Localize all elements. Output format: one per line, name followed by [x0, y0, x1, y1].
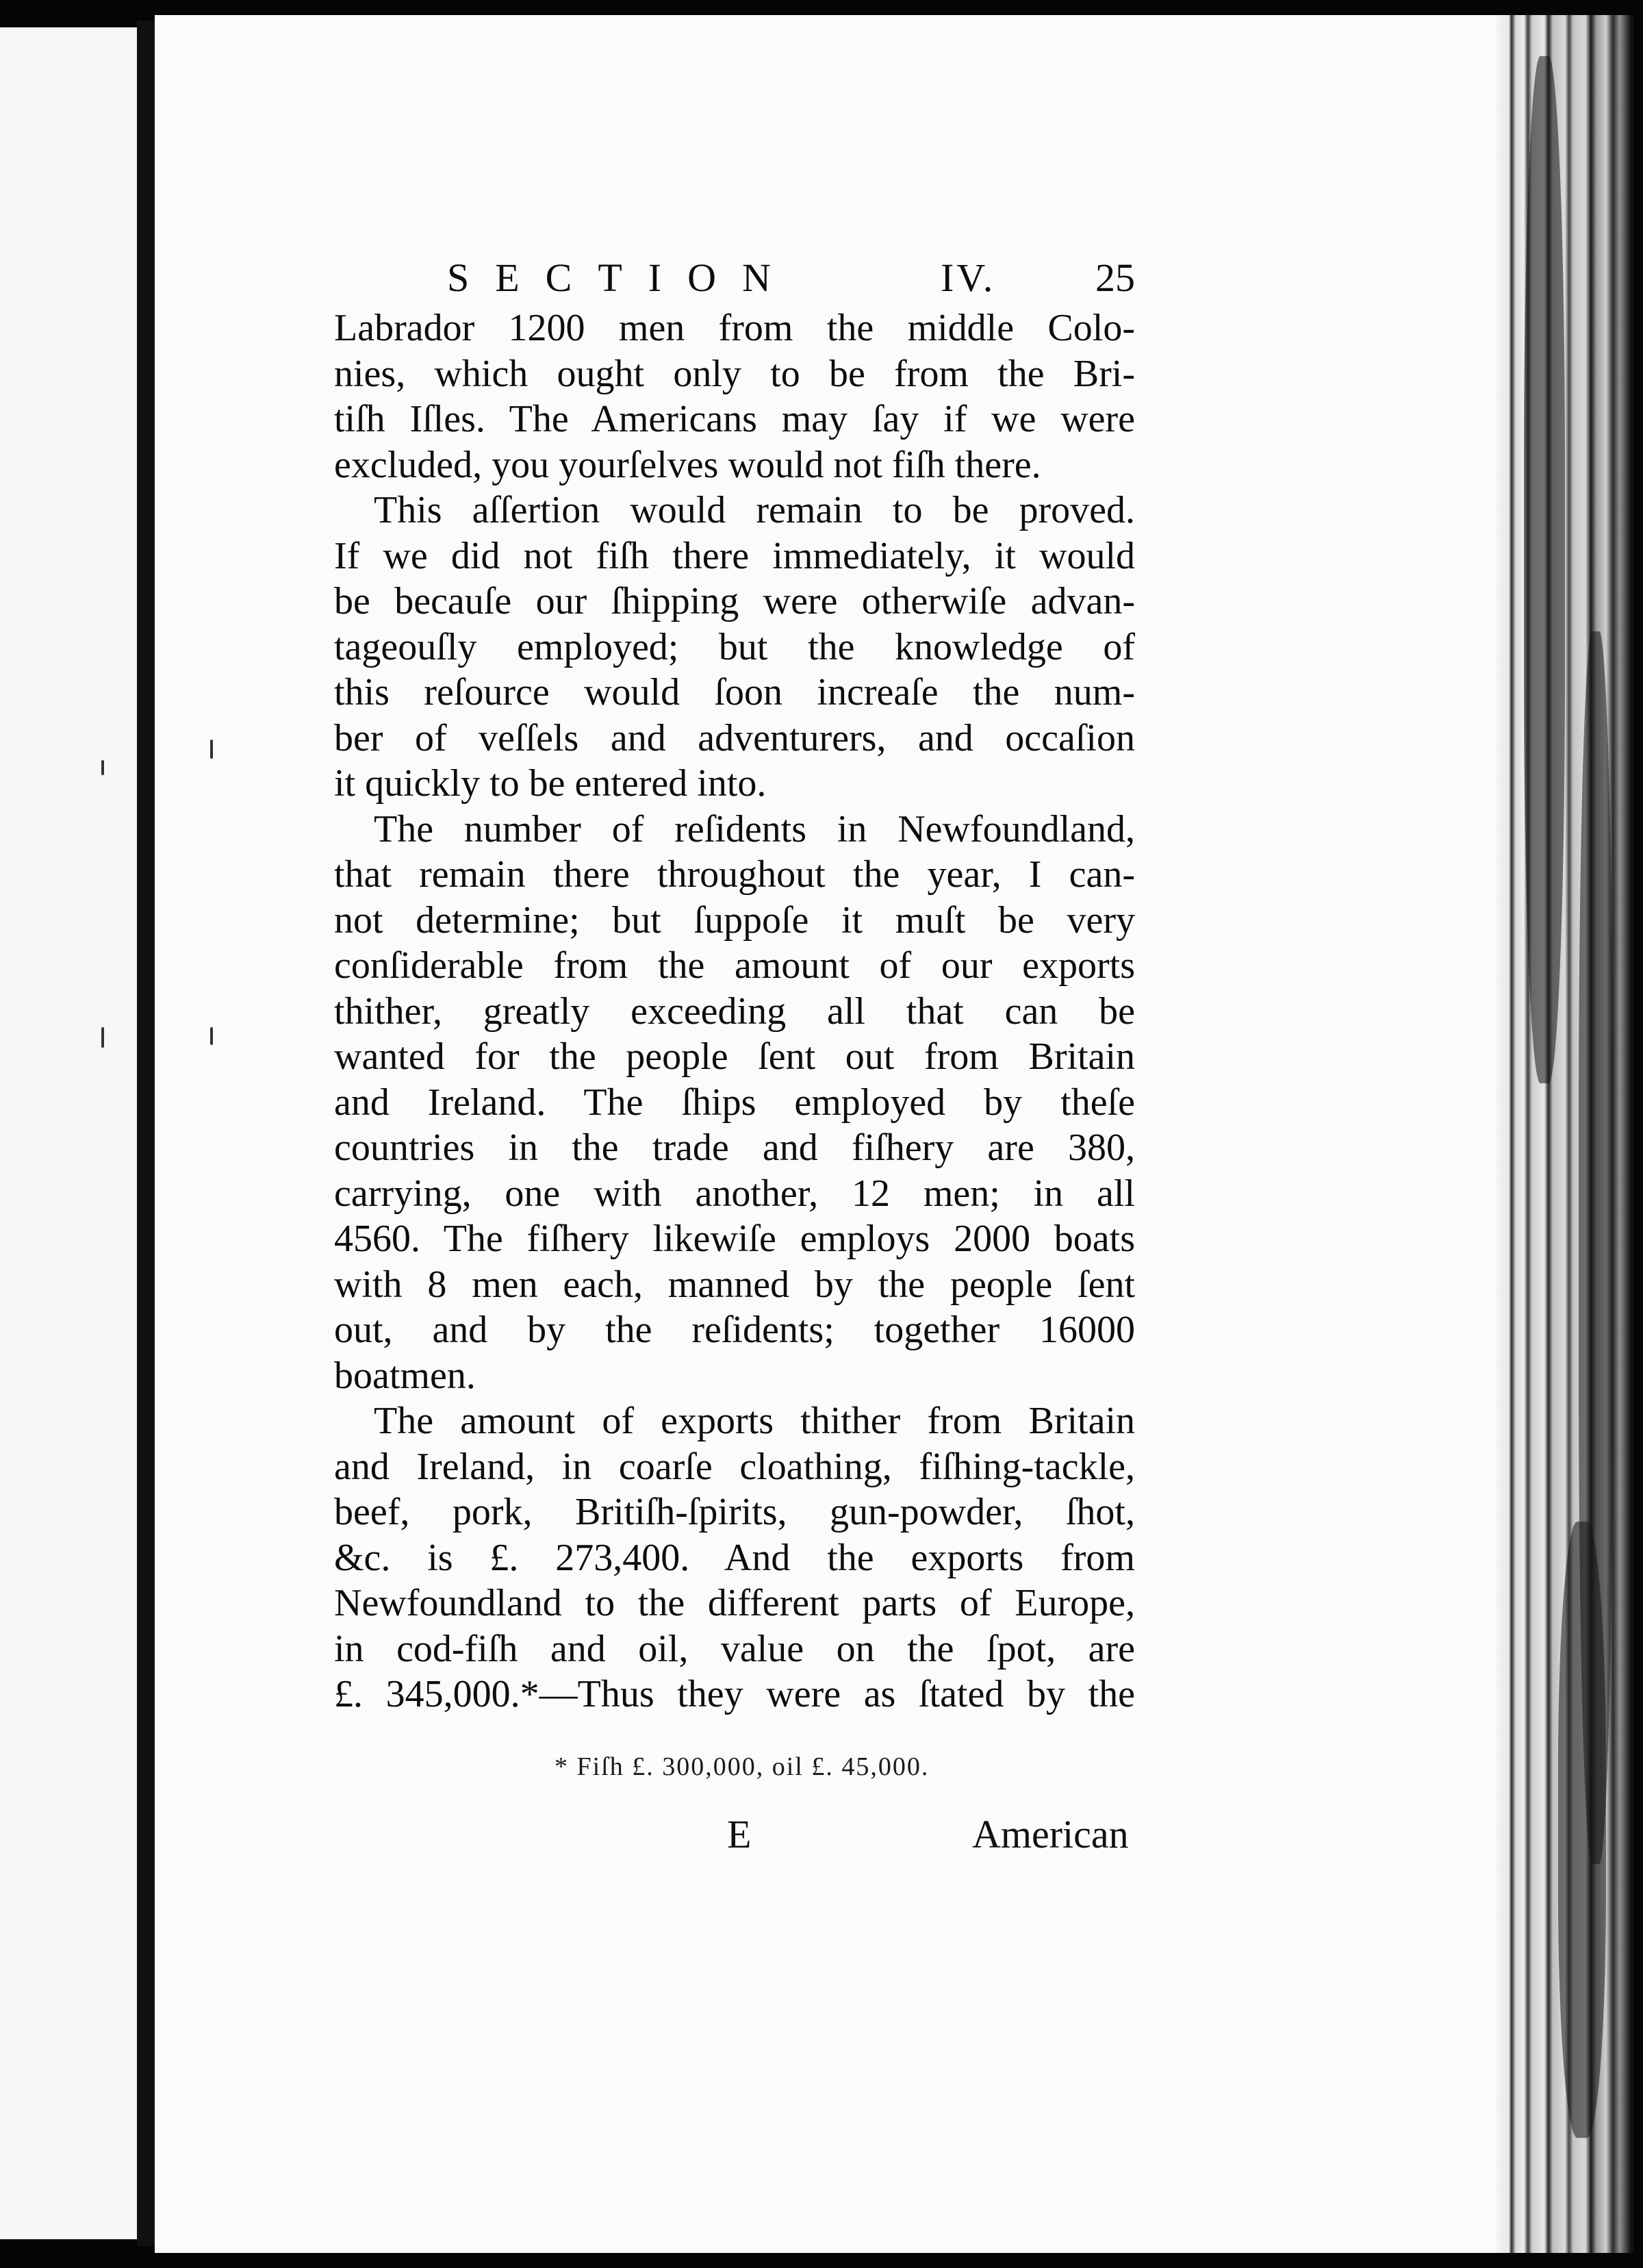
text-line: excluded, you yourſelves would not fiſh there.	[334, 443, 1041, 486]
footnote: * Fiſh £. 300,000, oil £. 45,000.	[555, 1752, 930, 1781]
running-head-title: SECTION	[447, 255, 797, 300]
text-line: this reſource would ſoon increaſe the num-	[334, 671, 1135, 714]
catchword: American	[972, 1812, 1129, 1856]
text-line: and Ireland, in coarſe cloathing, fiſhing-tackle,	[334, 1445, 1135, 1488]
text-line: &c. is £. 273,400. And the exports from	[334, 1536, 1135, 1579]
text-line: boatmen.	[334, 1354, 476, 1397]
text-line: carrying, one with another, 12 men; in all	[334, 1172, 1135, 1215]
text-line: thither, greatly exceeding all that can be	[334, 990, 1135, 1033]
text-line: Labrador 1200 men from the middle Colo-	[334, 307, 1135, 349]
text-line: wanted for the people ſent out from Britain	[334, 1035, 1135, 1078]
text-line: that remain there throughout the year, I can-	[334, 853, 1135, 896]
text-line: be becauſe our ſhipping were otherwiſe advan-	[334, 580, 1135, 622]
facing-page-edge	[0, 27, 137, 2239]
running-head-section-number: IV.	[941, 255, 996, 300]
text-line: not determine; but ſuppoſe it muſt be very	[334, 898, 1135, 942]
text-line: it quickly to be entered into.	[334, 762, 767, 805]
edge-shadow	[1558, 1522, 1606, 2138]
page-fore-edge	[1496, 15, 1633, 2253]
text-line: £. 345,000.*—Thus they were as ſtated by the	[334, 1673, 1135, 1715]
text-line: If we did not fiſh there immediately, it would	[334, 534, 1135, 577]
text-line: ber of veſſels and adventurers, and occaſion	[334, 716, 1135, 759]
signature-mark: E	[727, 1812, 752, 1856]
text-line: tiſh Iſles. The Americans may ſay if we were	[334, 398, 1135, 440]
margin-mark	[101, 760, 104, 775]
margin-mark	[101, 1027, 104, 1048]
book-gutter	[137, 21, 155, 2246]
text-line: This aſſertion would remain to be proved.	[374, 489, 1135, 531]
margin-mark	[210, 740, 213, 759]
body-text	[334, 305, 1135, 1717]
text-line: with 8 men each, manned by the people ſent	[334, 1263, 1135, 1306]
text-line: in cod-fiſh and oil, value on the ſpot, are	[334, 1627, 1135, 1670]
page-number: 25	[1095, 255, 1135, 300]
edge-shadow	[1524, 56, 1565, 1083]
text-line: conſiderable from the amount of our exports	[334, 944, 1135, 987]
text-line: beef, pork, Britiſh-ſpirits, gun-powder, ſhot,	[334, 1491, 1135, 1533]
running-head	[334, 255, 1135, 305]
page-text	[334, 255, 1135, 1717]
text-line: and Ireland. The ſhips employed by theſe	[334, 1081, 1135, 1124]
text-line: nies, which ought only to be from the Bri-	[334, 352, 1135, 395]
text-line: out, and by the reſidents; together 16000	[334, 1309, 1135, 1351]
text-line: countries in the trade and fiſhery are 380,	[334, 1126, 1135, 1169]
margin-mark	[210, 1027, 213, 1045]
text-line: The amount of exports thither from Britain	[374, 1400, 1135, 1442]
text-line: tageouſly employed; but the knowledge of	[334, 625, 1135, 668]
text-line: The number of reſidents in Newfoundland,	[374, 807, 1135, 850]
text-line: 4560. The fiſhery likewiſe employs 2000 boats	[334, 1218, 1135, 1260]
text-line: Newfoundland to the different parts of Europe,	[334, 1582, 1135, 1624]
